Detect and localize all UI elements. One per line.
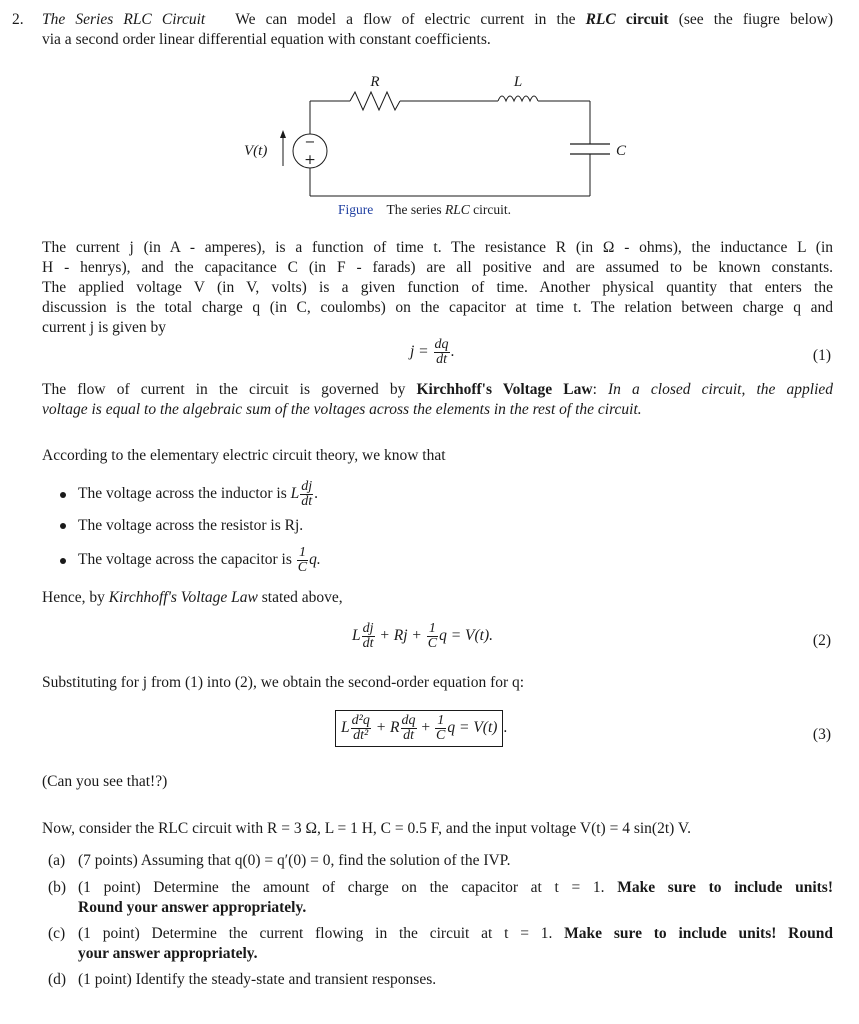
part-c-text-line2: your answer appropriately. bbox=[78, 945, 258, 962]
according-text: According to the elementary electric circuit theory, we know that bbox=[42, 447, 446, 464]
label-R: R bbox=[370, 74, 380, 90]
problem-intro: The Series RLC Circuit We can model a flow of electric current in the RLC circuit (see the fiugre below) bbox=[42, 11, 833, 28]
substituting-text: Substituting for j from (1) into (2), we obtain the second-order equation for q: bbox=[42, 674, 525, 691]
kirchhoff-line2: voltage is equal to the algebraic sum of the voltages across the elements in the rest of the circuit. bbox=[42, 401, 642, 418]
para1-line5: current j is given by bbox=[42, 319, 166, 336]
hence-text: Hence, by Kirchhoff's Voltage Law stated above, bbox=[42, 589, 343, 606]
equation-3-box: L $\frac{\text{d²q}}{\text{dt²}}$ + R $\frac{dq}{dt}$ + $\frac{1}{C}$ q = V(t) bbox=[335, 710, 503, 747]
para1-line4: discussion is the total charge q (in C, coulombs) on the capacitor at time t. The relation between charge q and bbox=[42, 299, 833, 316]
label-V: V(t) bbox=[244, 143, 268, 159]
bullet-dot bbox=[60, 523, 66, 529]
kirchhoff-line1: The flow of current in the circuit is governed by Kirchhoff's Voltage Law: In a closed circuit, the applied bbox=[42, 381, 834, 398]
problem-number: 2. bbox=[12, 11, 24, 28]
part-d-text: (1 point) Identify the steady-state and transient responses. bbox=[78, 971, 437, 988]
part-c-label: (c) bbox=[48, 925, 66, 942]
equation-3-number: (3) bbox=[812, 726, 831, 743]
figure-caption-link[interactable]: Figure bbox=[338, 202, 374, 217]
bullet-dot bbox=[60, 558, 66, 564]
plus-sign: + bbox=[304, 152, 316, 168]
part-b-label: (b) bbox=[48, 879, 67, 896]
part-b-text-line2: Round your answer appropriately. bbox=[78, 899, 307, 916]
bullet-capacitor: The voltage across the capacitor is $\frac{1}{C}$ q. bbox=[60, 546, 321, 575]
minus-sign: − bbox=[304, 135, 316, 150]
part-d-label: (d) bbox=[48, 971, 67, 988]
now-consider-text: Now, consider the RLC circuit with R = 3 Ω, L = 1 H, C = 0.5 F, and the input voltage V(t) = 4 sin(2t) V. bbox=[42, 820, 691, 837]
equation-2: L $\frac{dj}{dt}$ + Rj + $\frac{1}{C}$ q = V(t). bbox=[352, 621, 493, 651]
label-C: C bbox=[616, 143, 627, 159]
problem-title: The Series RLC Circuit bbox=[42, 11, 206, 28]
inductor-symbol bbox=[498, 96, 538, 101]
resistor-symbol bbox=[350, 92, 400, 110]
equation-1-number: (1) bbox=[812, 347, 831, 364]
label-L: L bbox=[513, 74, 523, 90]
para1-line2: H - henrys), and the capacitance C (in F - farads) are all positive and are assumed to be known constants. bbox=[42, 259, 833, 276]
equation-2-number: (2) bbox=[812, 632, 831, 649]
figure-caption: Figure The series RLC circuit. bbox=[338, 202, 511, 217]
para1-line1: The current j (in A - amperes), is a function of time t. The resistance R (in Ω - ohms), the inductance L (in bbox=[42, 239, 833, 256]
part-a-text: (7 points) Assuming that q(0) = q′(0) = 0, find the solution of the IVP. bbox=[78, 852, 511, 869]
bullet-dot bbox=[60, 492, 66, 498]
para1-line3: The applied voltage V (in V, volts) is a given function of time. Another physical quantity that enters the bbox=[42, 279, 833, 296]
equation-1: j = $\frac{dq}{dt}$ . bbox=[410, 337, 455, 367]
equation-3: L $\frac{\text{d²q}}{\text{dt²}}$ + R $\frac{dq}{dt}$ + $\frac{1}{C}$ q = V(t) . bbox=[335, 710, 507, 747]
part-a-label: (a) bbox=[48, 852, 66, 869]
can-you-see-text: (Can you see that!?) bbox=[42, 773, 168, 790]
problem-intro-line2: via a second order linear differential equation with constant coefficients. bbox=[42, 31, 491, 48]
bullet-resistor: The voltage across the resistor is Rj. bbox=[60, 516, 303, 536]
part-c-text: (1 point) Determine the current flowing in the circuit at t = 1. Make sure to include units! Round bbox=[78, 925, 833, 942]
current-arrow-head bbox=[280, 130, 286, 138]
part-b-text: (1 point) Determine the amount of charge on the capacitor at t = 1. Make sure to include units! bbox=[78, 879, 834, 896]
bullet-inductor: The voltage across the inductor is L $\frac{dj}{dt}$ . bbox=[60, 480, 318, 509]
